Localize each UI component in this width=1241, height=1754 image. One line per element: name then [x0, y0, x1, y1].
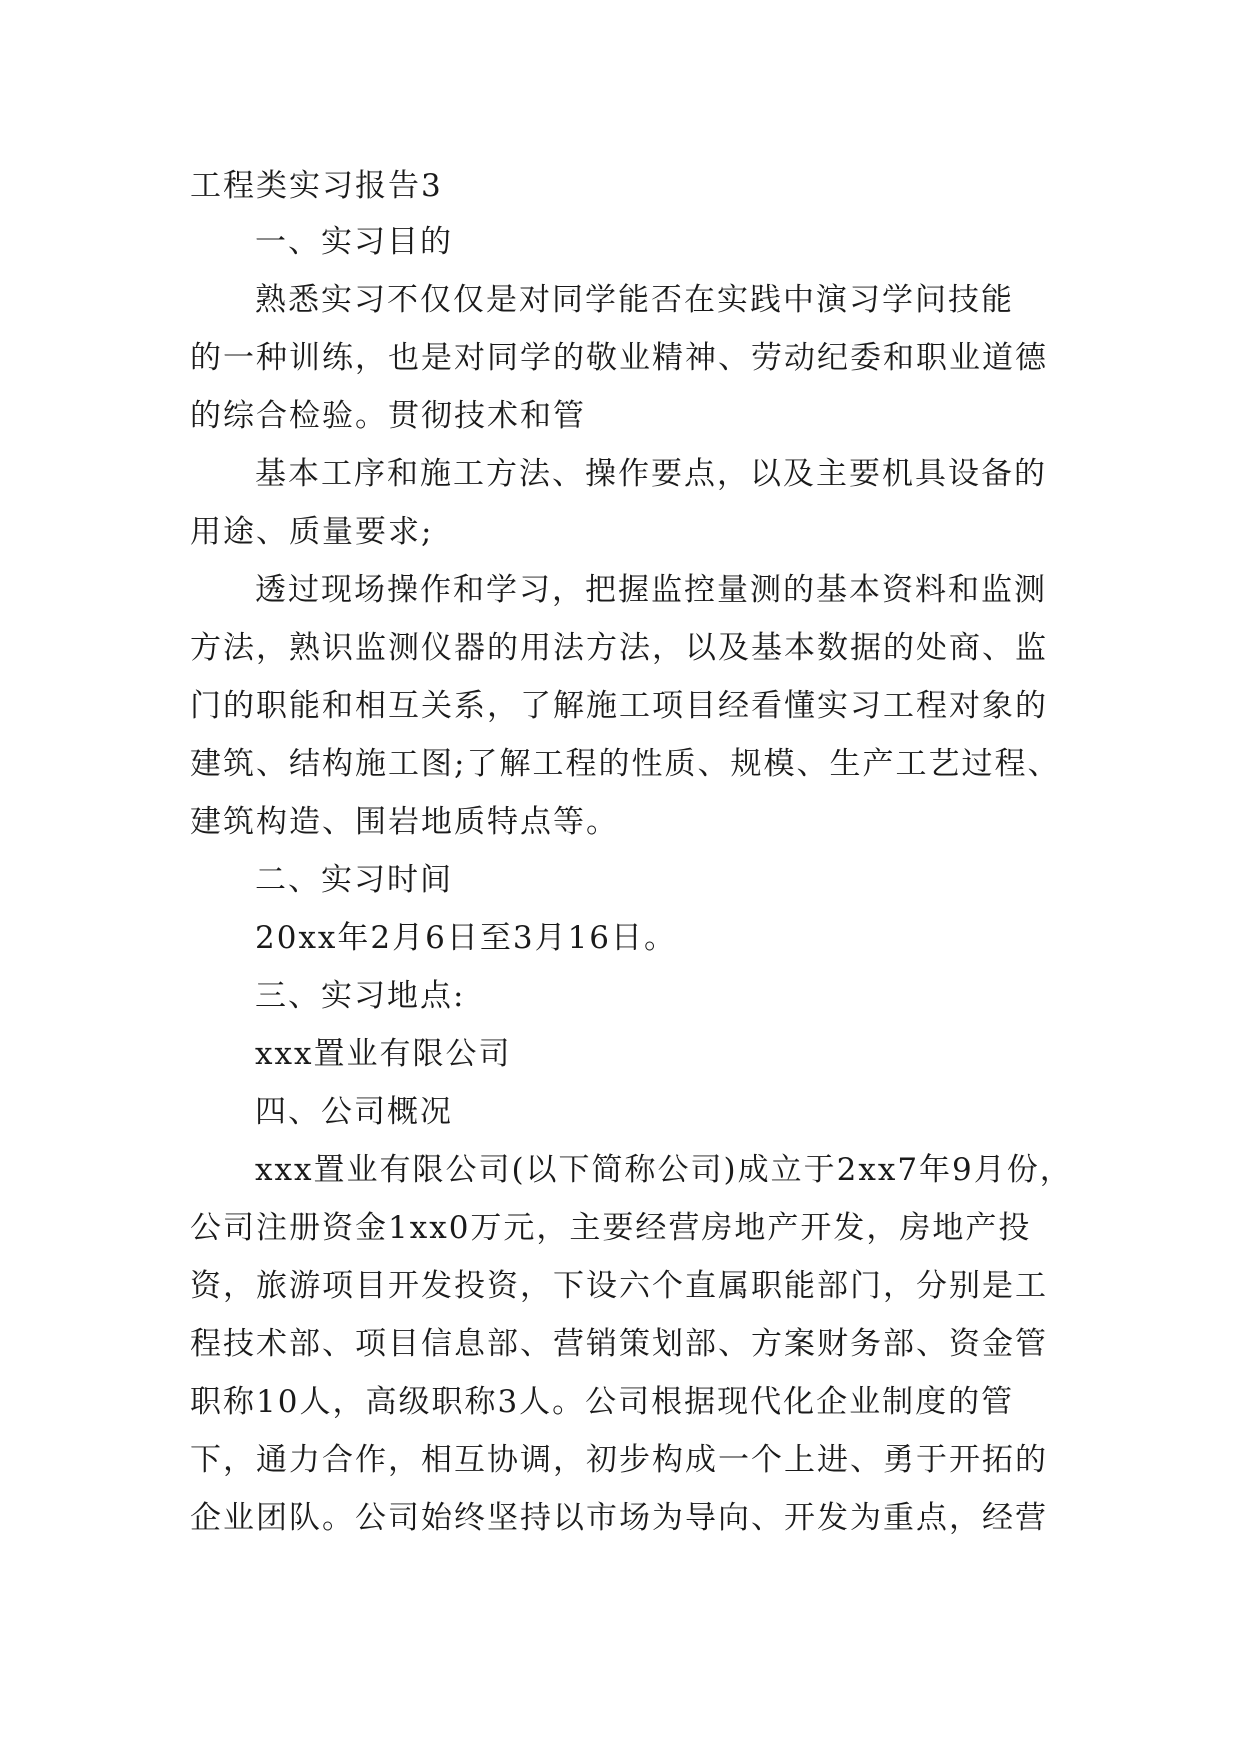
paragraph-line: 的一种训练，也是对同学的敬业精神、劳动纪委和职业道德: [190, 340, 1048, 376]
paragraph-line: 建筑构造、围岩地质特点等。: [190, 804, 619, 840]
section-heading: 一、实习目的: [255, 224, 453, 260]
paragraph-line: 门的职能和相互关系，了解施工项目经看懂实习工程对象的: [190, 688, 1048, 724]
paragraph-line: 透过现场操作和学习，把握监控量测的基本资料和监测: [255, 572, 1047, 608]
document-title: 工程类实习报告3: [190, 168, 443, 204]
section-heading: 三、实习地点:: [255, 978, 466, 1014]
paragraph-line: xxx置业有限公司(以下简称公司)成立于2xx7年9月份，: [255, 1152, 1073, 1188]
paragraph-line: 公司注册资金1xx0万元，主要经营房地产开发，房地产投: [190, 1210, 1032, 1246]
paragraph-line: 基本工序和施工方法、操作要点，以及主要机具设备的: [255, 456, 1047, 492]
paragraph-line: 建筑、结构施工图;了解工程的性质、规模、生产工艺过程、: [190, 746, 1061, 782]
paragraph-line: 资，旅游项目开发投资，下设六个直属职能部门，分别是工: [190, 1268, 1048, 1304]
paragraph-line: 的综合检验。贯彻技术和管: [190, 398, 586, 434]
paragraph-line: 下，通力合作，相互协调，初步构成一个上进、勇于开拓的: [190, 1442, 1048, 1478]
paragraph-line: 企业团队。公司始终坚持以市场为导向、开发为重点，经营: [190, 1500, 1048, 1536]
paragraph-line: xxx置业有限公司: [255, 1036, 512, 1072]
paragraph-line: 方法，熟识监测仪器的用法方法，以及基本数据的处商、监: [190, 630, 1048, 666]
section-heading: 四、公司概况: [255, 1094, 453, 1130]
paragraph-line: 职称10人，高级职称3人。公司根据现代化企业制度的管: [190, 1384, 1015, 1420]
paragraph-line: 程技术部、项目信息部、营销策划部、方案财务部、资金管: [190, 1326, 1048, 1362]
paragraph-line: 用途、质量要求;: [190, 514, 434, 550]
section-heading: 二、实习时间: [255, 862, 453, 898]
paragraph-line: 熟悉实习不仅仅是对同学能否在实践中演习学问技能: [255, 282, 1014, 318]
paragraph-line: 20xx年2月6日至3月16日。: [255, 920, 678, 956]
